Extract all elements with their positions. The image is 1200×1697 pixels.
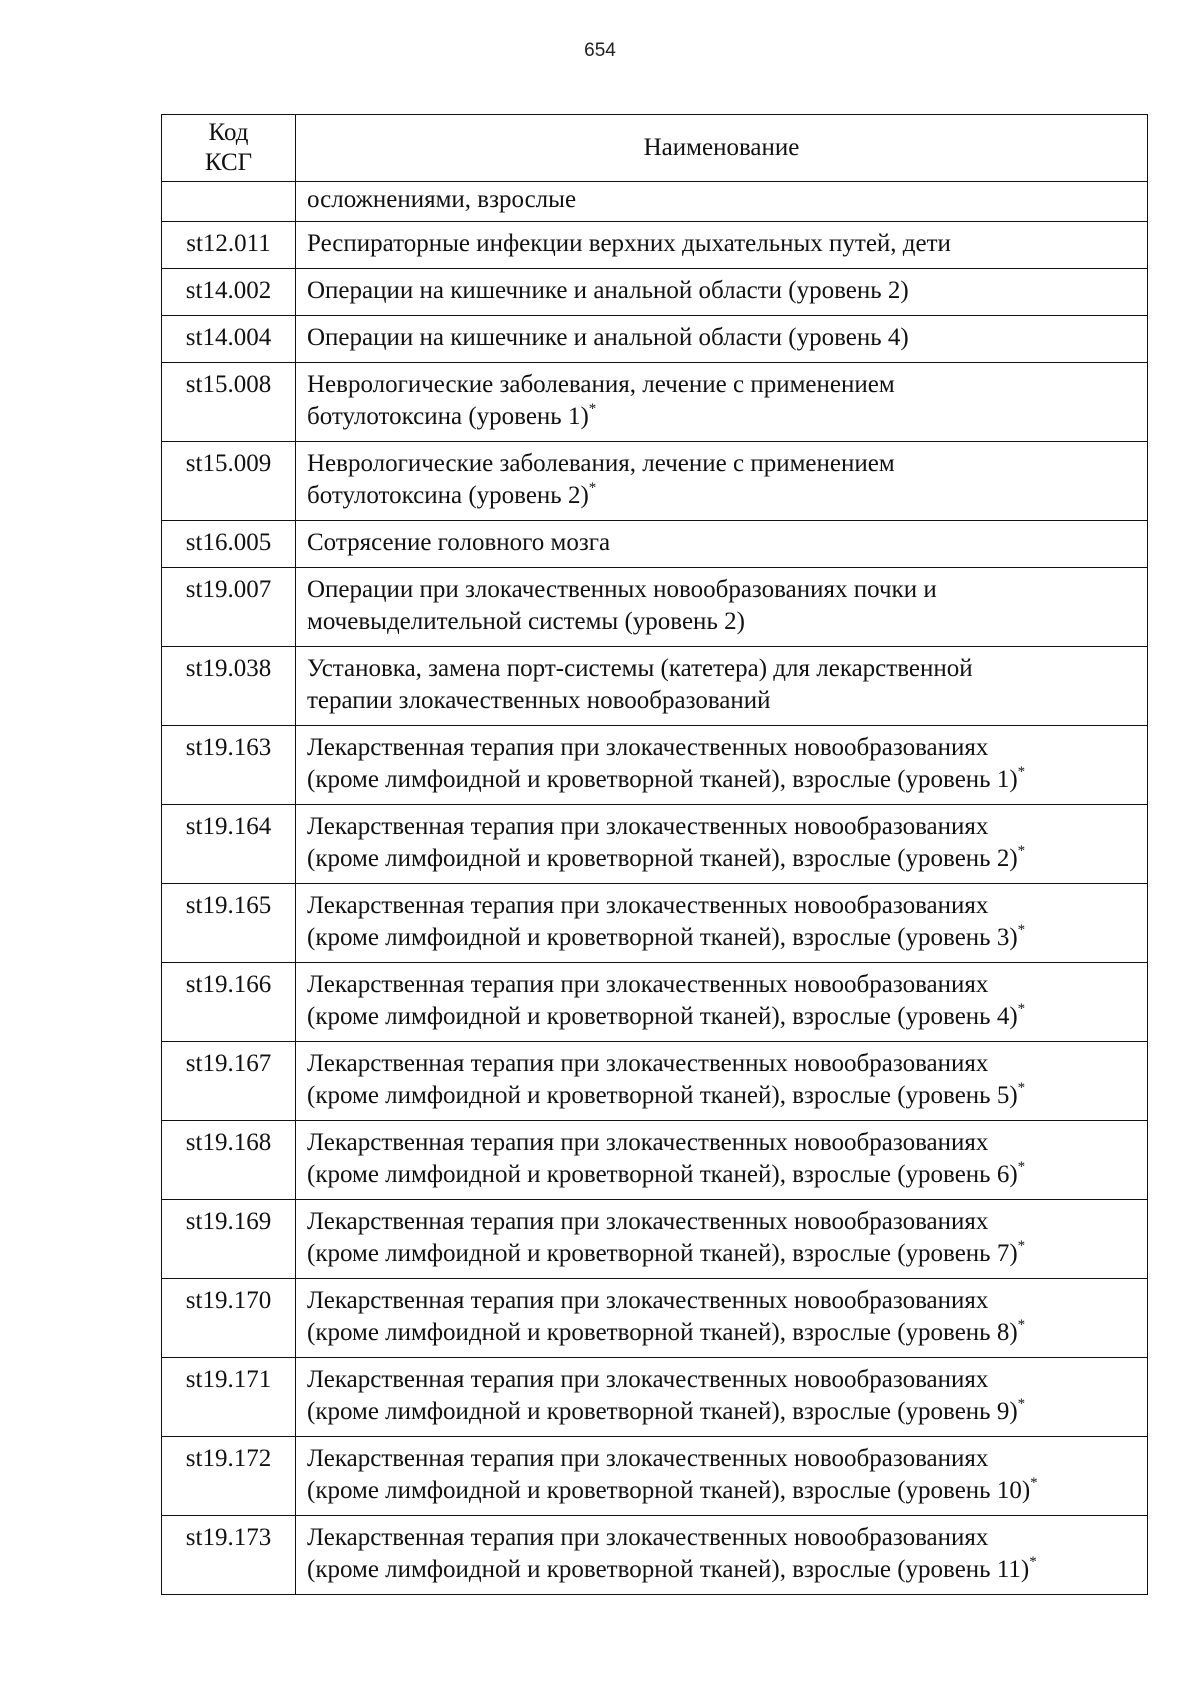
ksg-name: [296, 1042, 1148, 1121]
ksg-name-line2: мочевыделительной системы (уровень 2): [307, 608, 745, 635]
ksg-name-line2: (кроме лимфоидной и кроветворной тканей), взрослые (уровень 11): [307, 1556, 1030, 1583]
footnote-mark: *: [1017, 842, 1026, 859]
table-row: [162, 182, 1148, 222]
footnote-mark: *: [1017, 1079, 1026, 1096]
table-row: [162, 1200, 1148, 1279]
ksg-name: [296, 1121, 1148, 1200]
ksg-code: st19.007: [162, 568, 296, 647]
ksg-code: st12.011: [162, 222, 296, 269]
ksg-name-line1: Установка, замена порт-системы (катетера) для лекарственной: [307, 655, 973, 682]
table-row: [162, 316, 1148, 363]
ksg-name: [296, 1358, 1148, 1437]
table-row: [162, 521, 1148, 568]
ksg-name-line1: Лекарственная терапия при злокачественных новообразованиях: [307, 1129, 989, 1156]
header-code-line1: Код: [208, 119, 249, 146]
ksg-name-line1: Лекарственная терапия при злокачественных новообразованиях: [307, 813, 989, 840]
table-row: [162, 222, 1148, 269]
ksg-name: [296, 316, 1148, 363]
ksg-name-line1: Операции при злокачественных новообразованиях почки и: [307, 576, 937, 603]
ksg-name-line2: (кроме лимфоидной и кроветворной тканей), взрослые (уровень 3): [307, 924, 1018, 951]
ksg-name-line2: (кроме лимфоидной и кроветворной тканей), взрослые (уровень 7): [307, 1240, 1018, 1267]
ksg-name: [296, 726, 1148, 805]
table-row: [162, 1279, 1148, 1358]
footnote-mark: *: [1017, 1158, 1026, 1175]
table-row: [162, 884, 1148, 963]
ksg-code: st16.005: [162, 521, 296, 568]
ksg-code: st19.166: [162, 963, 296, 1042]
ksg-name: [296, 1437, 1148, 1516]
table-row: [162, 442, 1148, 521]
ksg-table: [161, 114, 1148, 1595]
ksg-name-line2: терапии злокачественных новообразований: [307, 687, 771, 714]
table-header-row: [162, 115, 1148, 182]
ksg-name: [296, 568, 1148, 647]
ksg-name-line1: Лекарственная терапия при злокачественных новообразованиях: [307, 734, 989, 761]
table-row: [162, 726, 1148, 805]
ksg-name-line1: Респираторные инфекции верхних дыхательных путей, дети: [307, 230, 951, 257]
ksg-name-line2: (кроме лимфоидной и кроветворной тканей), взрослые (уровень 5): [307, 1082, 1018, 1109]
ksg-name: [296, 963, 1148, 1042]
ksg-name-line1: Лекарственная терапия при злокачественных новообразованиях: [307, 1050, 989, 1077]
ksg-name-line2: ботулотоксина (уровень 1): [307, 403, 589, 430]
ksg-name-line2: (кроме лимфоидной и кроветворной тканей), взрослые (уровень 1): [307, 766, 1018, 793]
ksg-code: st14.004: [162, 316, 296, 363]
ksg-name-line2: (кроме лимфоидной и кроветворной тканей), взрослые (уровень 4): [307, 1003, 1018, 1030]
ksg-code: st19.169: [162, 1200, 296, 1279]
ksg-name-line1: Операции на кишечнике и анальной области (уровень 4): [307, 324, 909, 351]
ksg-name: [296, 363, 1148, 442]
table-row: [162, 1358, 1148, 1437]
ksg-name-line1: Лекарственная терапия при злокачественных новообразованиях: [307, 892, 989, 919]
ksg-name: [296, 521, 1148, 568]
ksg-name: [296, 1516, 1148, 1595]
ksg-name-line1: Операции на кишечнике и анальной области (уровень 2): [307, 277, 909, 304]
table-row: [162, 1437, 1148, 1516]
ksg-name-line1: Лекарственная терапия при злокачественных новообразованиях: [307, 1208, 989, 1235]
table-row: [162, 1042, 1148, 1121]
footnote-mark: *: [1017, 1237, 1026, 1254]
ksg-name: [296, 647, 1148, 726]
ksg-name-line1: Неврологические заболевания, лечение с применением: [307, 450, 895, 477]
ksg-code: st19.164: [162, 805, 296, 884]
table-row: [162, 568, 1148, 647]
footnote-mark: *: [588, 400, 597, 417]
ksg-name-line2: (кроме лимфоидной и кроветворной тканей), взрослые (уровень 8): [307, 1319, 1018, 1346]
ksg-name-line1: Сотрясение головного мозга: [307, 529, 611, 556]
ksg-name-line1: Неврологические заболевания, лечение с применением: [307, 371, 895, 398]
ksg-code: st19.167: [162, 1042, 296, 1121]
ksg-name-line2: (кроме лимфоидной и кроветворной тканей), взрослые (уровень 6): [307, 1161, 1018, 1188]
ksg-name: [296, 442, 1148, 521]
ksg-name-line1: Лекарственная терапия при злокачественных новообразованиях: [307, 1445, 989, 1472]
ksg-code: st19.171: [162, 1358, 296, 1437]
ksg-code: st19.170: [162, 1279, 296, 1358]
ksg-code: st19.165: [162, 884, 296, 963]
ksg-code: st15.008: [162, 363, 296, 442]
table-row: [162, 269, 1148, 316]
ksg-name-line2: (кроме лимфоидной и кроветворной тканей), взрослые (уровень 9): [307, 1398, 1018, 1425]
ksg-code: st19.168: [162, 1121, 296, 1200]
ksg-name: [296, 884, 1148, 963]
ksg-name: [296, 1200, 1148, 1279]
footnote-mark: *: [1017, 1316, 1026, 1333]
ksg-name-line1: Лекарственная терапия при злокачественных новообразованиях: [307, 971, 989, 998]
table-row: [162, 805, 1148, 884]
ksg-name: [296, 269, 1148, 316]
footnote-mark: *: [1030, 1474, 1038, 1491]
table-row: [162, 647, 1148, 726]
ksg-code: st19.172: [162, 1437, 296, 1516]
ksg-name-line1: Лекарственная терапия при злокачественных новообразованиях: [307, 1287, 989, 1314]
table-row: [162, 963, 1148, 1042]
table-row: [162, 1121, 1148, 1200]
table-body: [162, 182, 1148, 1595]
ksg-name: [296, 182, 1148, 222]
ksg-code: st15.009: [162, 442, 296, 521]
ksg-name-line2: (кроме лимфоидной и кроветворной тканей), взрослые (уровень 2): [307, 845, 1018, 872]
ksg-code: [162, 182, 296, 222]
page-number: 654: [584, 40, 616, 61]
ksg-code: st19.038: [162, 647, 296, 726]
header-code-line2: КСГ: [204, 149, 253, 176]
ksg-code: st19.163: [162, 726, 296, 805]
footnote-mark: *: [1029, 1553, 1037, 1570]
header-name: Наименование: [296, 115, 1148, 182]
ksg-name: [296, 805, 1148, 884]
table-row: [162, 1516, 1148, 1595]
footnote-mark: *: [1017, 921, 1026, 938]
footnote-mark: *: [1017, 1000, 1026, 1017]
footnote-mark: *: [1017, 1395, 1026, 1412]
ksg-name-line1: Лекарственная терапия при злокачественных новообразованиях: [307, 1366, 989, 1393]
footnote-mark: *: [588, 479, 597, 496]
ksg-name: [296, 1279, 1148, 1358]
ksg-name-line2: ботулотоксина (уровень 2): [307, 482, 589, 509]
ksg-code: st19.173: [162, 1516, 296, 1595]
ksg-code: st14.002: [162, 269, 296, 316]
table-row: [162, 363, 1148, 442]
ksg-name-line2: (кроме лимфоидной и кроветворной тканей), взрослые (уровень 10): [307, 1477, 1031, 1504]
ksg-name-line1: Лекарственная терапия при злокачественных новообразованиях: [307, 1524, 989, 1551]
ksg-name-line1: осложнениями, взрослые: [307, 186, 577, 213]
footnote-mark: *: [1017, 763, 1026, 780]
ksg-name: [296, 222, 1148, 269]
header-code: [162, 115, 296, 182]
